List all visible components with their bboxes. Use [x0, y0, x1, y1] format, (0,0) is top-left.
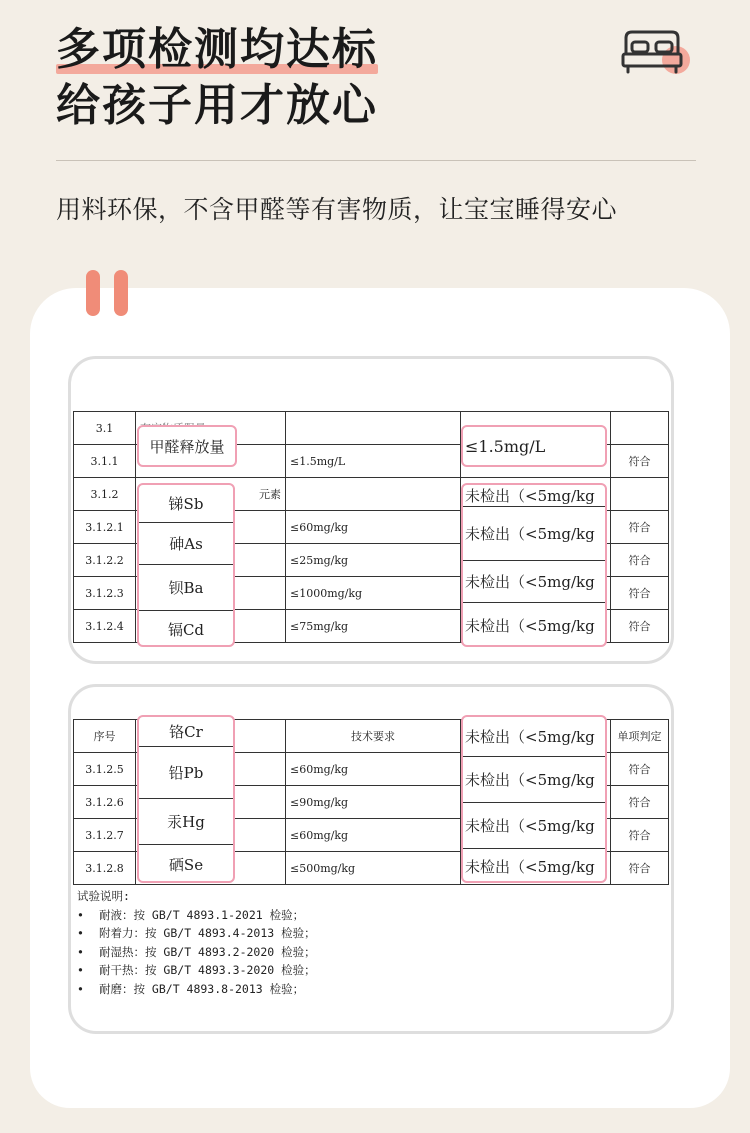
note-text: 耐湿热：按 GB/T 4893.2-2020 检验； — [99, 944, 316, 959]
note-text: 耐液：按 GB/T 4893.1-2021 检验； — [99, 907, 305, 922]
report-frame-1 — [68, 356, 674, 664]
bullet: • — [77, 981, 84, 996]
row-number: 3.1.2.7 — [74, 819, 136, 852]
row-verdict — [611, 412, 669, 445]
row-number: 3.1.2.8 — [74, 852, 136, 885]
row-number: 3.1.2.2 — [74, 544, 136, 577]
element-cd: 镉Cd — [167, 620, 205, 639]
element-ba: 钡Ba — [139, 565, 233, 611]
note-text: 耐干热：按 GB/T 4893.3-2020 检验； — [99, 963, 316, 977]
row-req — [286, 478, 461, 511]
element-hg: 汞Hg — [139, 799, 233, 845]
note-text: 耐磨：按 GB/T 4893.8-2013 检验； — [99, 981, 305, 996]
note-item — [77, 980, 316, 999]
row-req: ≤60mg/kg — [286, 819, 461, 852]
header-divider — [56, 160, 696, 161]
row-verdict: 符合 — [611, 577, 669, 610]
header-number: 序号 — [74, 720, 136, 753]
note-item — [77, 906, 316, 925]
row-number: 3.1.2.5 — [74, 753, 136, 786]
result-se: 未检出（<5mg/kg — [465, 857, 595, 876]
row-verdict: 符合 — [611, 610, 669, 643]
bed-icon — [620, 28, 692, 78]
row-number: 3.1.2 — [74, 478, 136, 511]
note-item — [77, 924, 316, 943]
header-verdict: 单项判定 — [611, 720, 669, 753]
highlight-formaldehyde-result — [461, 425, 607, 467]
row-req — [286, 412, 461, 445]
note-item — [77, 943, 316, 962]
row-number: 3.1.1 — [74, 445, 136, 478]
title-line-2: 给孩子用才放心 — [56, 80, 378, 131]
result-sb: 未检出（<5mg/kg — [463, 485, 605, 507]
row-req: ≤60mg/kg — [286, 753, 461, 786]
row-number: 3.1.2.3 — [74, 577, 136, 610]
element-se: 硒Se — [168, 855, 204, 874]
row-verdict — [611, 478, 669, 511]
result-pb: 未检出（<5mg/kg — [463, 757, 605, 803]
highlight-elements-2 — [137, 715, 235, 883]
row-number: 3.1.2.1 — [74, 511, 136, 544]
bullet: • — [77, 907, 84, 922]
row-req: ≤90mg/kg — [286, 786, 461, 819]
headline — [56, 22, 378, 134]
bullet: • — [77, 926, 84, 940]
note-item — [77, 961, 316, 980]
result-hg: 未检出（<5mg/kg — [463, 803, 605, 849]
report-frame-2 — [68, 684, 674, 1034]
decor-pill-left — [86, 270, 100, 316]
row-number: 3.1 — [74, 412, 136, 445]
row-number: 3.1.2.6 — [74, 786, 136, 819]
row-req: ≤1000mg/kg — [286, 577, 461, 610]
formaldehyde-result: ≤1.5mg/L — [465, 436, 546, 456]
formaldehyde-label: 甲醛释放量 — [149, 437, 225, 456]
element-as: 砷As — [139, 523, 233, 565]
bullet: • — [77, 963, 84, 977]
row-req: ≤75mg/kg — [286, 610, 461, 643]
bullet: • — [77, 944, 84, 959]
result-as: 未检出（<5mg/kg — [463, 507, 605, 561]
row-req: ≤60mg/kg — [286, 511, 461, 544]
result-cr: 未检出（<5mg/kg — [463, 717, 605, 757]
element-cr: 铬Cr — [139, 717, 233, 747]
row-verdict: 符合 — [611, 819, 669, 852]
row-item: 元素 — [136, 478, 286, 511]
header-req: 技术要求 — [286, 720, 461, 753]
element-sb: 锑Sb — [139, 485, 233, 523]
notes-title: 试验说明: — [77, 889, 130, 903]
highlight-results-1 — [461, 483, 607, 647]
row-verdict: 符合 — [611, 753, 669, 786]
result-cd: 未检出（<5mg/kg — [465, 616, 595, 635]
test-notes — [77, 887, 316, 998]
row-verdict: 符合 — [611, 445, 669, 478]
highlight-formaldehyde — [137, 425, 237, 467]
row-req: ≤25mg/kg — [286, 544, 461, 577]
decor-pill-right — [114, 270, 128, 316]
row-number: 3.1.2.4 — [74, 610, 136, 643]
subtitle: 用料环保，不含甲醛等有害物质，让宝宝睡得安心 — [56, 195, 618, 224]
highlight-results-2 — [461, 715, 607, 883]
row-req: ≤1.5mg/L — [286, 445, 461, 478]
element-pb: 铅Pb — [139, 747, 233, 799]
row-verdict: 符合 — [611, 852, 669, 885]
row-verdict: 符合 — [611, 544, 669, 577]
result-ba: 未检出（<5mg/kg — [463, 561, 605, 603]
row-verdict: 符合 — [611, 786, 669, 819]
highlight-elements-1 — [137, 483, 235, 647]
title-line-1: 多项检测均达标 — [56, 24, 378, 75]
note-text: 附着力：按 GB/T 4893.4-2013 检验； — [99, 926, 316, 940]
row-req: ≤500mg/kg — [286, 852, 461, 885]
row-verdict: 符合 — [611, 511, 669, 544]
